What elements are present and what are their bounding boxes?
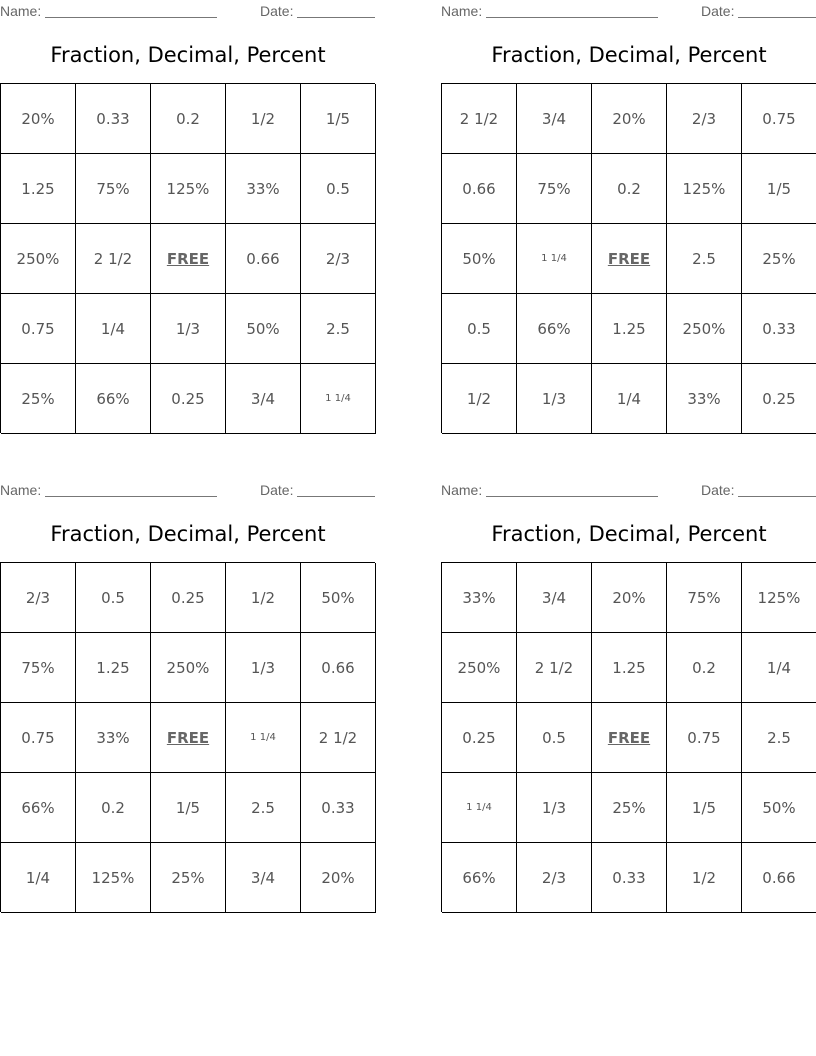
bingo-cell: 1.25: [1, 154, 76, 224]
bingo-cell: 1/2: [226, 563, 301, 633]
bingo-cell: 0.2: [151, 84, 226, 154]
bingo-cell: 0.2: [592, 154, 667, 224]
bingo-cell: 1 1/4: [517, 224, 592, 294]
bingo-cell: 1/3: [517, 773, 592, 843]
bingo-cell: 33%: [442, 563, 517, 633]
bingo-cell: 66%: [76, 364, 151, 434]
bingo-cell: 1/3: [151, 294, 226, 364]
bingo-cell: 0.25: [442, 703, 517, 773]
bingo-grid: [441, 562, 816, 912]
bingo-cell: 1/5: [151, 773, 226, 843]
bingo-cell: 1/4: [592, 364, 667, 434]
bingo-cell: 0.25: [151, 563, 226, 633]
bingo-cell: 1/4: [742, 633, 816, 703]
free-space: FREE: [151, 224, 226, 294]
bingo-cell: 1.25: [76, 633, 151, 703]
bingo-cell: 75%: [76, 154, 151, 224]
bingo-card-2: [441, 0, 816, 440]
bingo-cell: 1/5: [301, 84, 376, 154]
bingo-cell: 1/2: [667, 843, 742, 913]
name-label: Name:: [441, 3, 483, 19]
bingo-cell: 75%: [667, 563, 742, 633]
bingo-cell: 0.25: [151, 364, 226, 434]
bingo-cell: 0.33: [592, 843, 667, 913]
bingo-cell: 20%: [301, 843, 376, 913]
card-title: Fraction, Decimal, Percent: [50, 522, 326, 546]
bingo-cell: 2.5: [742, 703, 816, 773]
name-field[interactable]: [486, 496, 658, 497]
bingo-cell: 50%: [442, 224, 517, 294]
bingo-cell: 2/3: [517, 843, 592, 913]
bingo-cell: 0.75: [742, 84, 816, 154]
bingo-cell: 1 1/4: [301, 364, 376, 434]
bingo-cell: 0.2: [76, 773, 151, 843]
bingo-cell: 0.75: [667, 703, 742, 773]
bingo-cell: 2.5: [226, 773, 301, 843]
bingo-cell: 0.33: [76, 84, 151, 154]
bingo-cell: 1/4: [76, 294, 151, 364]
bingo-cell: 33%: [226, 154, 301, 224]
bingo-cell: 0.2: [667, 633, 742, 703]
bingo-cell: 2 1/2: [76, 224, 151, 294]
bingo-cell: 0.33: [742, 294, 816, 364]
bingo-cell: 0.66: [301, 633, 376, 703]
name-date-row: [0, 3, 376, 19]
bingo-cell: 50%: [301, 563, 376, 633]
bingo-cell: 25%: [742, 224, 816, 294]
bingo-cell: 250%: [1, 224, 76, 294]
bingo-cell: 2/3: [667, 84, 742, 154]
bingo-cell: 66%: [442, 843, 517, 913]
bingo-cell: 0.66: [442, 154, 517, 224]
bingo-cell: 75%: [1, 633, 76, 703]
bingo-cell: 20%: [592, 563, 667, 633]
name-label: Name:: [441, 482, 483, 498]
bingo-cell: 125%: [151, 154, 226, 224]
bingo-cell: 1.25: [592, 633, 667, 703]
bingo-cell: 1 1/4: [226, 703, 301, 773]
name-label: Name:: [0, 482, 42, 498]
name-field[interactable]: [45, 496, 217, 497]
bingo-cell: 2/3: [1, 563, 76, 633]
bingo-cell: 0.33: [301, 773, 376, 843]
bingo-cell: 250%: [442, 633, 517, 703]
bingo-cell: 50%: [742, 773, 816, 843]
date-field[interactable]: [738, 496, 816, 497]
bingo-card-3: [0, 479, 376, 919]
bingo-cell: 1/4: [1, 843, 76, 913]
bingo-cell: 3/4: [517, 563, 592, 633]
bingo-cell: 0.75: [1, 294, 76, 364]
bingo-cell: 0.66: [742, 843, 816, 913]
bingo-cell: 66%: [1, 773, 76, 843]
name-date-row: [441, 482, 816, 498]
bingo-cell: 0.66: [226, 224, 301, 294]
card-title: Fraction, Decimal, Percent: [50, 43, 326, 67]
card-title: Fraction, Decimal, Percent: [491, 522, 767, 546]
bingo-cell: 0.25: [742, 364, 816, 434]
free-space: FREE: [151, 703, 226, 773]
bingo-cell: 2/3: [301, 224, 376, 294]
date-label: Date:: [260, 482, 294, 498]
bingo-card-1: [0, 0, 376, 440]
bingo-cell: 25%: [592, 773, 667, 843]
name-field[interactable]: [45, 17, 217, 18]
date-field[interactable]: [738, 17, 816, 18]
bingo-cell: 66%: [517, 294, 592, 364]
bingo-cell: 1.25: [592, 294, 667, 364]
bingo-cell: 125%: [667, 154, 742, 224]
bingo-cell: 0.5: [517, 703, 592, 773]
bingo-cell: 1/5: [667, 773, 742, 843]
bingo-cell: 0.5: [442, 294, 517, 364]
bingo-cell: 125%: [742, 563, 816, 633]
bingo-cell: 0.5: [301, 154, 376, 224]
free-space: FREE: [592, 224, 667, 294]
bingo-cell: 125%: [76, 843, 151, 913]
name-label: Name:: [0, 3, 42, 19]
bingo-grid: [0, 83, 375, 433]
date-field[interactable]: [297, 17, 375, 18]
date-field[interactable]: [297, 496, 375, 497]
bingo-cell: 33%: [667, 364, 742, 434]
bingo-cell: 0.5: [76, 563, 151, 633]
bingo-cell: 25%: [1, 364, 76, 434]
bingo-cell: 2 1/2: [442, 84, 517, 154]
bingo-cell: 250%: [667, 294, 742, 364]
bingo-cell: 1/2: [442, 364, 517, 434]
card-title: Fraction, Decimal, Percent: [491, 43, 767, 67]
bingo-card-4: [441, 479, 816, 919]
bingo-grid: [0, 562, 375, 912]
bingo-cell: 1/5: [742, 154, 816, 224]
bingo-grid: [441, 83, 816, 433]
date-label: Date:: [701, 482, 735, 498]
bingo-cell: 1/3: [226, 633, 301, 703]
bingo-cell: 2 1/2: [517, 633, 592, 703]
bingo-cell: 20%: [1, 84, 76, 154]
name-field[interactable]: [486, 17, 658, 18]
bingo-cell: 1 1/4: [442, 773, 517, 843]
bingo-cell: 1/2: [226, 84, 301, 154]
bingo-cell: 2.5: [301, 294, 376, 364]
name-date-row: [441, 3, 816, 19]
date-label: Date:: [260, 3, 294, 19]
bingo-cell: 1/3: [517, 364, 592, 434]
bingo-cell: 33%: [76, 703, 151, 773]
bingo-cell: 20%: [592, 84, 667, 154]
bingo-cell: 75%: [517, 154, 592, 224]
bingo-cell: 3/4: [226, 843, 301, 913]
date-label: Date:: [701, 3, 735, 19]
free-space: FREE: [592, 703, 667, 773]
name-date-row: [0, 482, 376, 498]
bingo-cell: 2.5: [667, 224, 742, 294]
bingo-cell: 250%: [151, 633, 226, 703]
bingo-cell: 0.75: [1, 703, 76, 773]
bingo-cell: 3/4: [517, 84, 592, 154]
bingo-cell: 2 1/2: [301, 703, 376, 773]
bingo-cell: 25%: [151, 843, 226, 913]
bingo-cell: 3/4: [226, 364, 301, 434]
bingo-cell: 50%: [226, 294, 301, 364]
